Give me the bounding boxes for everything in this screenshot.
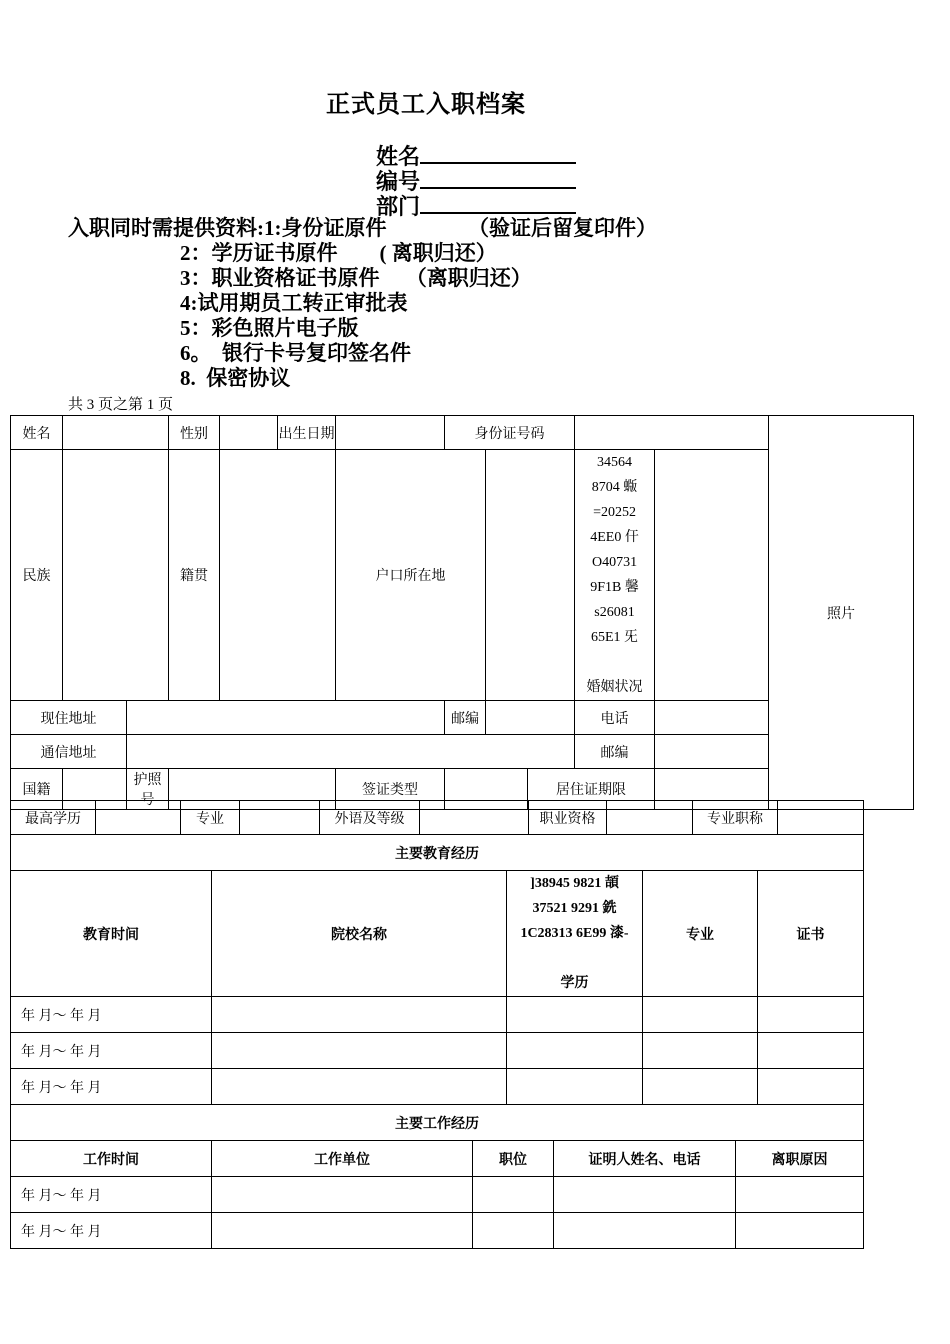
education-period[interactable]: 年 月～ 年 月: [11, 1069, 212, 1105]
degree-cell[interactable]: [507, 997, 643, 1033]
postcode-label: 邮编: [445, 701, 486, 735]
education-level-value[interactable]: [96, 801, 181, 835]
reason-cell[interactable]: [736, 1177, 864, 1213]
nationality-label: 国籍: [11, 769, 63, 810]
mail-address-value[interactable]: [127, 735, 575, 769]
gender-value[interactable]: [220, 416, 278, 450]
photo-box[interactable]: 照片: [769, 416, 914, 810]
id-number-value[interactable]: [575, 416, 769, 450]
native-place-value[interactable]: [220, 450, 336, 701]
hukou-value[interactable]: [486, 450, 575, 701]
certificate-header: 证书: [758, 871, 864, 997]
degree-header: ]38945 9821 頡 37521 9291 銑 1C28313 6E99 漆- 学历: [507, 871, 643, 997]
work-table: [10, 1104, 864, 1249]
major-value[interactable]: [240, 801, 320, 835]
gender-label: 性别: [169, 416, 220, 450]
school-cell[interactable]: [212, 1069, 507, 1105]
requirement-item: 2：学历证书原件 ( 离职归还）: [180, 241, 497, 265]
education-time-header: 教育时间: [11, 871, 212, 997]
postcode2-label: 邮编: [575, 735, 655, 769]
qualification-label: 职业资格: [529, 801, 607, 835]
name-field: 姓名: [376, 142, 576, 169]
ethnicity-value[interactable]: [63, 450, 169, 701]
current-address-value[interactable]: [127, 701, 445, 735]
personal-info-table: [10, 415, 914, 810]
work-period[interactable]: 年 月～ 年 月: [11, 1177, 212, 1213]
major-label: 专业: [181, 801, 240, 835]
title-value[interactable]: [778, 801, 864, 835]
education-period[interactable]: 年 月～ 年 月: [11, 1033, 212, 1069]
position-cell[interactable]: [473, 1177, 554, 1213]
certificate-cell[interactable]: [758, 1069, 864, 1105]
hukou-label: 户口所在地: [336, 450, 486, 701]
department-field: 部门: [376, 192, 576, 219]
table-row: [11, 1069, 864, 1105]
postcode2-value[interactable]: [655, 735, 769, 769]
reference-cell[interactable]: [554, 1177, 736, 1213]
major-cell[interactable]: [643, 1069, 758, 1105]
requirement-item: 8. 保密协议: [180, 366, 291, 390]
degree-cell[interactable]: [507, 1069, 643, 1105]
table-row: [11, 1177, 864, 1213]
requirement-item: 4:试用期员工转正审批表: [180, 291, 408, 315]
id-number-label: 身份证号码: [445, 416, 575, 450]
language-label: 外语及等级: [320, 801, 420, 835]
birth-date-value[interactable]: [336, 416, 445, 450]
requirements-line-1: 入职同时需提供资料:1:身份证原件: [68, 216, 387, 240]
work-section-title: 主要工作经历: [11, 1105, 864, 1141]
qualification-value[interactable]: [607, 801, 693, 835]
reason-cell[interactable]: [736, 1213, 864, 1249]
major-cell[interactable]: [643, 1033, 758, 1069]
qualification-table: [10, 800, 864, 835]
table-row: [11, 1213, 864, 1249]
school-name-header: 院校名称: [212, 871, 507, 997]
education-table: [10, 834, 864, 1105]
leave-reason-header: 离职原因: [736, 1141, 864, 1177]
reference-cell[interactable]: [554, 1213, 736, 1249]
certificate-cell[interactable]: [758, 1033, 864, 1069]
company-cell[interactable]: [212, 1213, 473, 1249]
page-title: 正式员工入职档案: [326, 92, 526, 118]
certificate-cell[interactable]: [758, 997, 864, 1033]
education-level-label: 最高学历: [11, 801, 96, 835]
current-address-label: 现住地址: [11, 701, 127, 735]
name-label: 姓名: [11, 416, 63, 450]
name-value[interactable]: [63, 416, 169, 450]
phone-label: 电话: [575, 701, 655, 735]
table-row: [11, 997, 864, 1033]
marital-status-label: 34564 8704 蝂 =20252 4EE0 仠 O40731 9F1B 馨 s26081 65E1 旡 婚姻状况: [575, 450, 655, 701]
school-cell[interactable]: [212, 1033, 507, 1069]
company-header: 工作单位: [212, 1141, 473, 1177]
number-field: 编号: [376, 167, 576, 194]
school-cell[interactable]: [212, 997, 507, 1033]
phone-value[interactable]: [655, 701, 769, 735]
passport-label: 护照号: [127, 769, 169, 810]
requirement-item: 6。 银行卡号复印签名件: [180, 341, 411, 365]
position-cell[interactable]: [473, 1213, 554, 1249]
position-header: 职位: [473, 1141, 554, 1177]
table-row: [11, 1033, 864, 1069]
postcode-value[interactable]: [486, 701, 575, 735]
reference-header: 证明人姓名、电话: [554, 1141, 736, 1177]
work-period[interactable]: 年 月～ 年 月: [11, 1213, 212, 1249]
education-major-header: 专业: [643, 871, 758, 997]
requirement-item: 3：职业资格证书原件 （离职归还）: [180, 266, 532, 290]
visa-type-label: 签证类型: [336, 769, 445, 810]
education-period[interactable]: 年 月～ 年 月: [11, 997, 212, 1033]
company-cell[interactable]: [212, 1177, 473, 1213]
degree-cell[interactable]: [507, 1033, 643, 1069]
education-section-title: 主要教育经历: [11, 835, 864, 871]
mail-address-label: 通信地址: [11, 735, 127, 769]
marital-status-value[interactable]: [655, 450, 769, 701]
title-label: 专业职称: [693, 801, 778, 835]
requirements-note-1: （验证后留复印件）: [468, 216, 657, 240]
language-value[interactable]: [420, 801, 529, 835]
native-place-label: 籍贯: [169, 450, 220, 701]
major-cell[interactable]: [643, 997, 758, 1033]
ethnicity-label: 民族: [11, 450, 63, 701]
residence-period-label: 居住证期限: [528, 769, 655, 810]
page-info: 共 3 页之第 1 页: [68, 397, 174, 413]
birth-date-label: 出生日期: [278, 416, 336, 450]
requirement-item: 5：彩色照片电子版: [180, 316, 359, 340]
work-time-header: 工作时间: [11, 1141, 212, 1177]
